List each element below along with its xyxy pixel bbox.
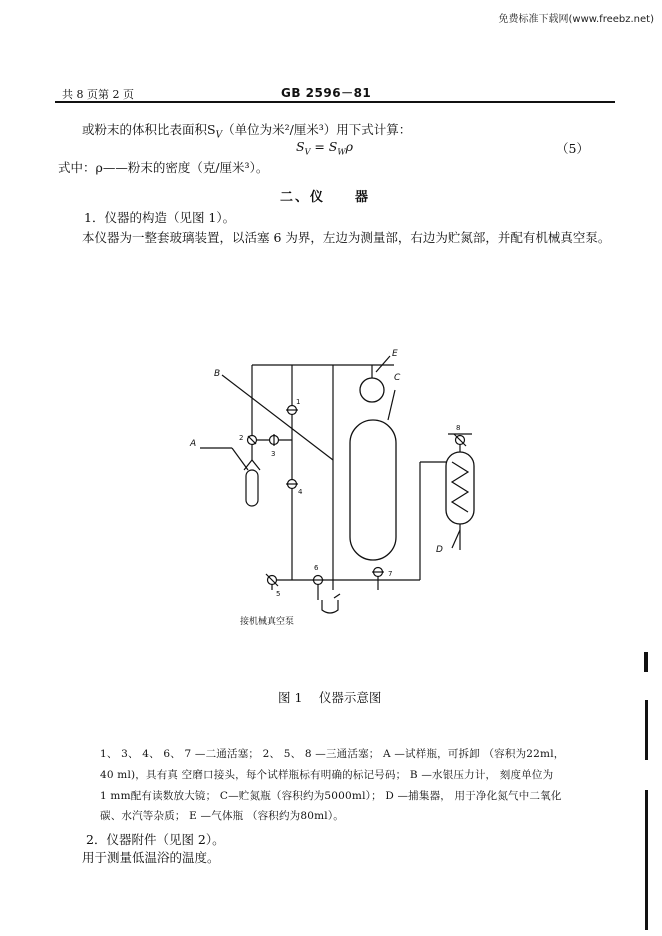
- label-1: 1: [296, 398, 301, 406]
- legend-line-3: 1 mm配有读数放大镜； C—贮氮瓶（容积约为5000ml）； D —捕集器， 用于净化氮气中二氧化: [100, 790, 562, 802]
- label-3: 3: [271, 450, 276, 458]
- gas-flask-e: [360, 378, 384, 402]
- formula-s: S: [296, 139, 305, 154]
- legend-line-1: 1、 3、 4、 6、 7 —二通活塞； 2、 5、 8 —三通活塞； A —试样瓶，可拆卸 （容积为22ml，: [100, 748, 565, 760]
- item2-title: 2．仪器附件（见图 2）。: [86, 832, 225, 847]
- formula-mid: = S: [310, 139, 338, 154]
- label-2: 2: [239, 434, 244, 442]
- label-e: E: [392, 349, 398, 359]
- label-4: 4: [298, 488, 303, 496]
- label-6: 6: [314, 564, 319, 572]
- legend-line-2: 40 ml)，具有真 空磨口接头，每个试样瓶标有明确的标记号码； B —水银压力计， 刻度单位为: [100, 769, 554, 781]
- label-8: 8: [456, 424, 461, 432]
- standard-number: GB 2596－81: [281, 86, 372, 100]
- scan-mark-3: [645, 790, 648, 930]
- pump-connector: [322, 600, 338, 613]
- item1-text: 本仪器为一整套玻璃装置，以活塞 6 为界，左边为测量部，右边为贮氮部，并配有机械真空泵。: [82, 230, 611, 245]
- legend-line-4: 碳、水汽等杂质； E —气体瓶 （容积约为80ml）。: [100, 810, 345, 822]
- formula-number: （5）: [556, 141, 589, 156]
- label-5: 5: [276, 590, 281, 598]
- intro-sub: V: [215, 130, 223, 141]
- label-c: C: [394, 373, 401, 383]
- label-a: A: [190, 439, 197, 449]
- section-title: 二、仪 器: [280, 190, 371, 205]
- label-b: B: [214, 369, 221, 379]
- scan-mark-2: [645, 700, 648, 760]
- intro-text: 或粉末的体积比表面积S: [82, 122, 216, 137]
- item2-text: 用于测量低温浴的温度。: [82, 850, 220, 865]
- item1-title: 1．仪器的构造（见图 1）。: [84, 210, 236, 225]
- watermark-text: 免费标准下载网(www.freebz.net): [498, 14, 654, 25]
- nitrogen-storage-c: [350, 420, 396, 560]
- figure-caption: 图 1 仪器示意图: [278, 690, 382, 705]
- pump-label: 接机械真空泵: [240, 617, 295, 627]
- trap-d: [446, 452, 474, 524]
- formula-sub-v: V: [304, 147, 311, 157]
- intro-rest: （单位为米²/厘米³）用下式计算：: [222, 122, 412, 137]
- where-clause: 式中：ρ——粉末的密度（克/厘米³）。: [58, 160, 269, 175]
- scan-mark-1: [644, 652, 648, 672]
- label-7: 7: [388, 570, 393, 578]
- page-info: 共 8 页第 2 页: [62, 88, 134, 101]
- formula-rho: ρ: [345, 139, 353, 154]
- sample-bottle-a: [246, 470, 258, 506]
- formula-sub-w: W: [337, 147, 346, 157]
- label-d: D: [436, 545, 443, 555]
